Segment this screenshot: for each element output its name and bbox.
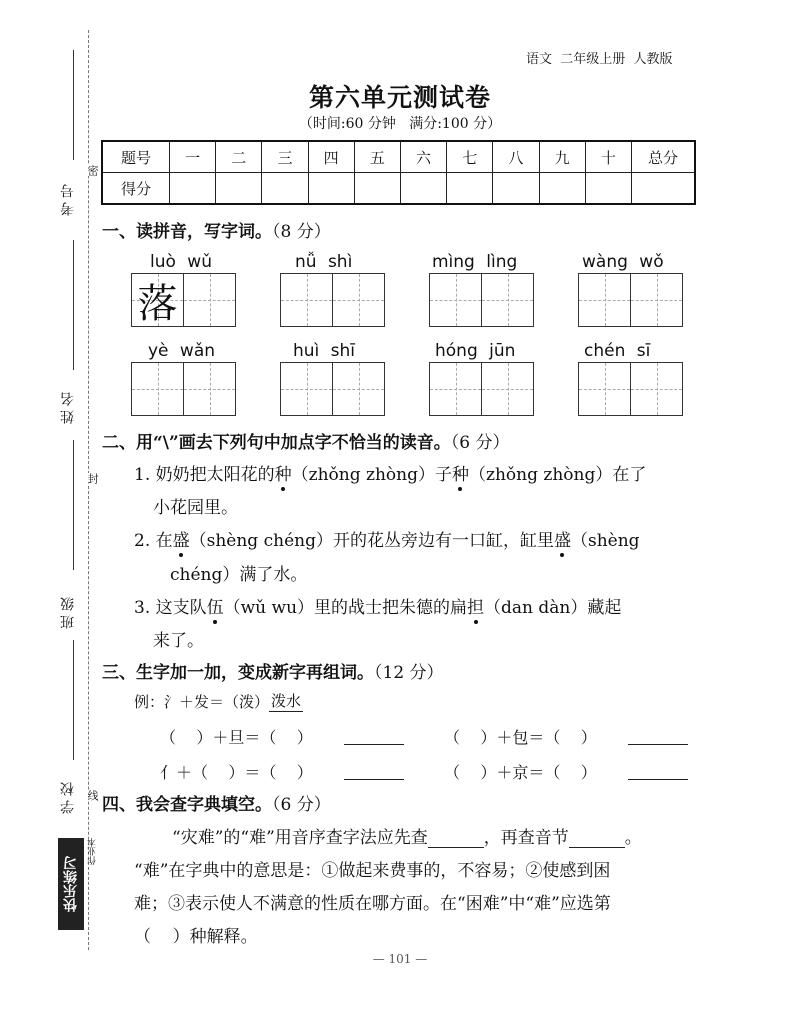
score-input-cell[interactable]	[493, 173, 539, 205]
section-1-title: 一、读拼音，写字词。（8 分）	[102, 222, 331, 242]
compose-row-2b: （ ）＋京＝（ ）	[444, 763, 597, 782]
writing-grid[interactable]	[131, 362, 236, 416]
brand-sub: 作业本	[88, 838, 98, 865]
compose-row-1a: （ ）＋旦＝（ ）	[160, 728, 313, 747]
score-cell: 四	[308, 141, 354, 173]
pinyin-label: wàng wǒ	[582, 252, 664, 272]
question-2-3: 3. 这支队伍（wǔ wu）里的战士把朱德的扁担（dan dàn）藏起	[134, 598, 622, 618]
score-cell: 总分	[632, 141, 696, 173]
dotted-char: 担	[467, 598, 485, 618]
name-line	[73, 240, 74, 370]
page-subtitle: （时间:60 分钟 满分:100 分）	[298, 116, 502, 132]
score-table	[101, 140, 696, 205]
writing-grid[interactable]	[131, 273, 236, 327]
score-cell: 五	[354, 141, 400, 173]
school-label: 学校	[60, 778, 76, 814]
exam-no-label: 考号	[60, 180, 76, 216]
score-input-cell[interactable]	[216, 173, 262, 205]
answer-blank[interactable]	[344, 724, 404, 745]
question-2-1: 1. 奶奶把太阳花的种（zhǒng zhòng）子种（zhǒng zhòng）在了	[134, 465, 647, 485]
section-2-title: 二、用“\”画去下列句中加点字不恰当的读音。（6 分）	[102, 433, 510, 453]
pinyin-label: chén sī	[584, 341, 651, 361]
char-box[interactable]	[333, 363, 384, 415]
char-box[interactable]	[631, 274, 682, 326]
score-value-row	[102, 173, 695, 205]
dotted-char: 盛	[172, 531, 190, 551]
score-cell: 一	[170, 141, 216, 173]
char-box[interactable]	[184, 363, 235, 415]
school-line	[73, 640, 74, 760]
writing-grid[interactable]	[429, 273, 534, 327]
name-label: 姓名	[60, 388, 76, 424]
dotted-char: 盛	[553, 531, 571, 551]
example-line: 例：氵＋发＝（泼） 泼水	[134, 692, 302, 711]
score-input-cell[interactable]	[170, 173, 216, 205]
char-box[interactable]	[430, 274, 482, 326]
score-row-label: 得分	[102, 173, 170, 205]
writing-grid[interactable]	[280, 273, 385, 327]
question-2-2: 2. 在盛（shèng chéng）开的花丛旁边有一口缸，缸里盛（shèng	[134, 531, 640, 551]
score-cell: 七	[447, 141, 493, 173]
pinyin-label: nǚ shì	[295, 252, 353, 272]
score-input-cell[interactable]	[262, 173, 308, 205]
score-cell: 题号	[102, 141, 170, 173]
char-box[interactable]: 落	[132, 274, 184, 326]
score-input-cell[interactable]	[539, 173, 585, 205]
dotted-char: 种	[274, 465, 292, 485]
cut-mark-mid: 封	[86, 473, 99, 484]
score-input-cell[interactable]	[585, 173, 631, 205]
char-box[interactable]	[281, 274, 333, 326]
cut-mark-bottom: 线	[86, 790, 99, 801]
pinyin-label: luò wǔ	[150, 252, 212, 272]
score-cell: 十	[585, 141, 631, 173]
edition-label: 语文 二年级上册 人教版	[526, 52, 673, 67]
score-cell: 八	[493, 141, 539, 173]
example-answer: 泼水	[271, 692, 302, 710]
section-4-title: 四、我会查字典填空。（6 分）	[102, 795, 331, 815]
answer-blank[interactable]	[344, 759, 404, 780]
score-cell: 二	[216, 141, 262, 173]
page-title: 第六单元测试卷	[308, 83, 491, 112]
answer-blank[interactable]	[628, 759, 688, 780]
pinyin-label: yè wǎn	[148, 341, 216, 361]
writing-grid[interactable]	[578, 273, 683, 327]
char-box[interactable]	[281, 363, 333, 415]
cut-mark-top: 密	[86, 165, 99, 176]
char-box[interactable]	[482, 363, 533, 415]
char-box[interactable]	[631, 363, 682, 415]
pinyin-label: mìng lìng	[432, 252, 518, 272]
question-2-1-cont: 小花园里。	[153, 498, 238, 518]
char-box[interactable]	[579, 363, 631, 415]
char-box[interactable]	[482, 274, 533, 326]
compose-row-1b: （ ）＋包＝（ ）	[444, 728, 597, 747]
char-box[interactable]	[132, 363, 184, 415]
dict-line-2: “难”在字典中的意思是：①做起来费事的，不容易；②使感到困	[134, 861, 611, 881]
class-label: 班级	[60, 593, 76, 629]
score-input-cell[interactable]	[400, 173, 446, 205]
answer-blank[interactable]	[428, 829, 484, 848]
pinyin-label: huì shī	[293, 341, 356, 361]
brand-logo: 快乐练习	[58, 838, 84, 930]
dotted-char: 种	[451, 465, 469, 485]
score-cell: 九	[539, 141, 585, 173]
pinyin-label: hóng jūn	[435, 341, 516, 361]
score-input-cell[interactable]	[354, 173, 400, 205]
score-cell: 六	[400, 141, 446, 173]
score-input-cell[interactable]	[632, 173, 696, 205]
page-number: — 101 —	[372, 952, 428, 966]
question-2-3-cont: 来了。	[153, 631, 204, 651]
writing-grid[interactable]	[280, 362, 385, 416]
char-box[interactable]	[184, 274, 235, 326]
writing-grid[interactable]	[429, 362, 534, 416]
score-cell: 三	[262, 141, 308, 173]
section-3-title: 三、生字加一加，变成新字再组词。（12 分）	[102, 663, 444, 683]
char-box[interactable]	[579, 274, 631, 326]
score-header-row	[102, 141, 695, 173]
question-2-2-cont: chéng）满了水。	[170, 565, 308, 585]
score-input-cell[interactable]	[447, 173, 493, 205]
answer-blank[interactable]	[569, 829, 625, 848]
dict-line-1: “灾难”的“难”用音序查字法应先查 ，再查音节 。	[172, 828, 642, 848]
dotted-char: 伍	[206, 598, 224, 618]
char-box[interactable]	[333, 274, 384, 326]
dict-line-3: 难；③表示使人不满意的性质在哪方面。在“困难”中“难”应选第	[134, 894, 611, 914]
compose-row-2a: 亻＋（ ）＝（ ）	[160, 763, 313, 782]
answer-blank[interactable]	[628, 724, 688, 745]
class-line	[73, 440, 74, 570]
dict-line-4: （ ）种解释。	[134, 927, 258, 947]
writing-grid[interactable]	[578, 362, 683, 416]
score-input-cell[interactable]	[308, 173, 354, 205]
char-box[interactable]	[430, 363, 482, 415]
